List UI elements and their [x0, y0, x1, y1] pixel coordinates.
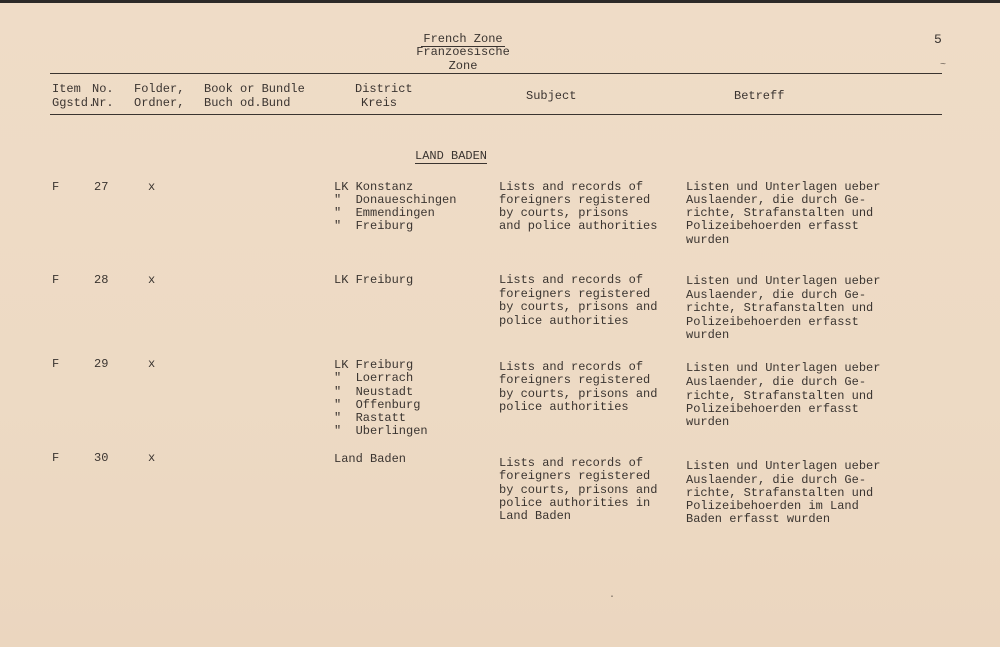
row-betreff-line: Auslaender, die durch Ge-: [686, 375, 867, 389]
row-subject-line: Lists and records of: [499, 456, 644, 470]
row-subject-line: by courts, prisons and: [499, 300, 658, 314]
row-number: 28: [94, 273, 109, 287]
row-item: F: [52, 180, 60, 194]
scribble-mark: ~: [940, 60, 947, 71]
row-subject-line: by courts, prisons and: [499, 387, 658, 401]
row-district-line: LK Freiburg: [334, 273, 414, 287]
row-district-line: " Uberlingen: [334, 424, 428, 438]
header-rule-bottom: [50, 114, 942, 115]
col-subject: Subject: [526, 89, 577, 103]
section-title: LAND BADEN: [415, 149, 488, 163]
row-district-line: Land Baden: [334, 452, 407, 466]
row-subject-line: foreigners registered: [499, 469, 651, 483]
row-subject-line: police authorities in: [499, 496, 651, 510]
row-betreff-line: Auslaender, die durch Ge-: [686, 288, 867, 302]
row-subject-line: by courts, prisons: [499, 206, 629, 220]
col-folder-de: Ordner,: [134, 96, 185, 110]
row-betreff-line: wurden: [686, 328, 730, 342]
row-district-line: " Donaueschingen: [334, 193, 457, 207]
zone-title-english: French Zone: [423, 32, 503, 46]
row-folder: x: [148, 357, 156, 371]
row-number: 30: [94, 451, 109, 465]
row-folder: x: [148, 273, 156, 287]
col-folder-en: Folder,: [134, 82, 185, 96]
row-betreff-line: Listen und Unterlagen ueber: [686, 274, 881, 288]
row-folder: x: [148, 180, 156, 194]
row-district-line: " Neustadt: [334, 385, 414, 399]
header-rule-top: [50, 73, 942, 74]
row-betreff-line: Polizeibehoerden erfasst: [686, 219, 859, 233]
col-betreff: Betreff: [734, 89, 785, 103]
col-item-de: Ggstd.: [52, 96, 96, 110]
row-subject-line: foreigners registered: [499, 373, 651, 387]
row-subject-line: Lists and records of: [499, 180, 644, 194]
paper-speck: ·: [609, 592, 616, 603]
row-betreff-line: Listen und Unterlagen ueber: [686, 180, 881, 194]
row-item: F: [52, 357, 60, 371]
col-no-en: No.: [92, 82, 114, 96]
col-book-en: Book or Bundle: [204, 82, 305, 96]
row-betreff-line: wurden: [686, 415, 730, 429]
row-item: F: [52, 273, 60, 287]
page-number: 5: [934, 32, 942, 47]
col-district-en: District: [355, 82, 413, 96]
row-betreff-line: Listen und Unterlagen ueber: [686, 459, 881, 473]
row-number: 29: [94, 357, 109, 371]
col-no-de: Nr.: [92, 96, 114, 110]
row-subject-line: by courts, prisons and: [499, 483, 658, 497]
row-subject-line: police authorities: [499, 314, 629, 328]
row-subject-line: police authorities: [499, 400, 629, 414]
row-folder: x: [148, 451, 156, 465]
row-district-line: " Emmendingen: [334, 206, 435, 220]
row-betreff-line: wurden: [686, 233, 730, 247]
row-betreff-line: richte, Strafanstalten und: [686, 301, 874, 315]
row-district-line: " Rastatt: [334, 411, 407, 425]
row-betreff-line: Listen und Unterlagen ueber: [686, 361, 881, 375]
row-district-line: LK Freiburg: [334, 358, 414, 372]
row-betreff-line: richte, Strafanstalten und: [686, 206, 874, 220]
row-subject-line: Lists and records of: [499, 273, 644, 287]
col-item-en: Item: [52, 82, 81, 96]
top-edge: [0, 0, 1000, 3]
row-subject-line: foreigners registered: [499, 193, 651, 207]
row-item: F: [52, 451, 60, 465]
row-number: 27: [94, 180, 109, 194]
row-subject-line: Land Baden: [499, 509, 572, 523]
row-betreff-line: Polizeibehoerden erfasst: [686, 402, 859, 416]
row-subject-line: and police authorities: [499, 219, 658, 233]
zone-title-german: Franzoesische Zone: [416, 45, 510, 73]
col-book-de: Buch od.Bund: [204, 96, 291, 110]
row-betreff-line: Auslaender, die durch Ge-: [686, 193, 867, 207]
row-subject-line: Lists and records of: [499, 360, 644, 374]
row-betreff-line: richte, Strafanstalten und: [686, 389, 874, 403]
col-district-de: Kreis: [361, 96, 398, 110]
row-betreff-line: Baden erfasst wurden: [686, 512, 831, 526]
row-betreff-line: Auslaender, die durch Ge-: [686, 473, 867, 487]
row-subject-line: foreigners registered: [499, 287, 651, 301]
row-betreff-line: Polizeibehoerden im Land: [686, 499, 859, 513]
row-betreff-line: richte, Strafanstalten und: [686, 486, 874, 500]
row-district-line: " Offenburg: [334, 398, 421, 412]
row-district-line: LK Konstanz: [334, 180, 414, 194]
row-betreff-line: Polizeibehoerden erfasst: [686, 315, 859, 329]
row-district-line: " Freiburg: [334, 219, 414, 233]
row-district-line: " Loerrach: [334, 371, 414, 385]
